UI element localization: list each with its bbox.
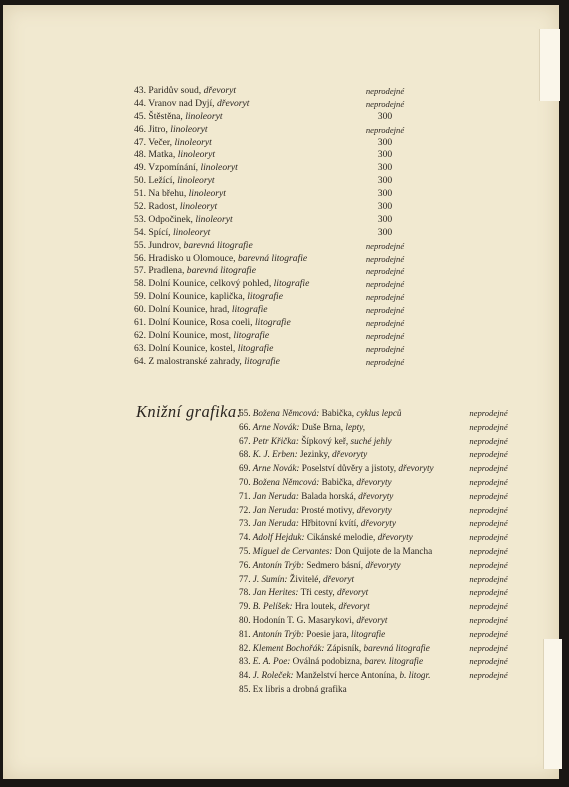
list-item [134,291,424,304]
item-number: 75. [239,545,251,556]
item-author: E. A. Poe: [252,656,291,667]
item-text [134,356,280,369]
item-text [239,504,392,518]
item-title: Štěstěna, [148,110,183,122]
item-technique: barevná litografie [363,642,430,653]
list-item [239,504,539,518]
item-price: neprodejné [365,124,405,135]
item-technique: dřevoryt [322,573,355,584]
item-title: Poesie jara, [306,628,349,639]
item-price: neprodejné [469,587,508,598]
item-price: 300 [377,175,393,187]
item-text [134,330,269,343]
item-text [239,435,392,449]
list-item [134,111,424,124]
item-technique: litografie [351,628,386,639]
item-text [134,149,215,162]
item-author: B. Pelíšek: [252,601,293,612]
item-technique: dřevoryt [337,587,369,598]
item-technique: b. litogr. [399,670,431,681]
item-title: Tři cesty, [300,587,335,598]
item-technique: dřevoryty [360,518,396,529]
item-price: neprodejné [469,463,508,474]
item-number: 51. [134,188,146,200]
item-text [134,162,238,175]
item-author: Petr Křička: [252,435,299,446]
item-number: 83. [239,656,251,667]
item-text [239,586,368,600]
item-price: neprodejné [469,476,508,487]
item-price: 300 [377,226,393,238]
item-technique: dřevoryt [216,97,250,109]
item-number: 60. [134,304,146,316]
item-author: Jan Neruda: [252,518,299,529]
item-author: Božena Němcová: [252,408,320,418]
item-technique: linoleoryt [188,188,226,200]
item-number: 49. [134,162,146,174]
list-item [239,683,539,697]
item-author: Jan Neruda: [252,490,299,501]
item-text [134,253,307,266]
item-technique: litografie [233,329,270,341]
item-author: Arne Novák: [252,463,300,474]
item-technique: linoleoryt [177,149,216,161]
item-title: Ex libris a drobná grafika [252,683,347,694]
list-item [134,227,424,240]
item-number: 85. [239,683,251,694]
item-number: 80. [239,614,251,625]
item-price: 300 [377,188,393,200]
list-item [239,531,539,545]
item-title: Sedmero básní, [306,559,364,570]
paper-tab-top [539,29,560,101]
item-number: 67. [239,435,251,446]
list-item [134,162,424,175]
item-author: J. Sumín: [252,573,288,584]
list-item [239,669,539,683]
list-item [134,214,424,227]
item-number: 72. [239,504,251,515]
item-price: neprodejné [469,628,508,639]
artwork-list [134,85,424,369]
item-text [239,476,392,490]
item-price: neprodejné [469,642,508,653]
list-item [239,655,539,669]
item-number: 68. [239,449,251,460]
item-price: neprodejné [469,408,508,418]
list-item [239,573,539,587]
list-item [239,559,539,573]
item-price: 300 [377,213,393,225]
item-title: Večer, [148,136,173,148]
item-price: neprodejné [365,98,405,109]
list-item [239,614,539,628]
book-graphics-list [239,407,539,697]
item-price: neprodejné [469,614,508,625]
item-technique: dřevoryt [338,601,370,612]
item-price: neprodejné [365,318,405,329]
paper-tab-bottom [543,639,562,769]
item-price: neprodejné [365,330,405,341]
catalog-page [3,5,559,779]
item-number: 79. [239,601,251,612]
item-title: Hra loutek, [294,601,337,612]
item-price: neprodejné [365,266,405,277]
item-number: 77. [239,573,251,584]
item-price: 300 [377,201,393,213]
item-number: 81. [239,628,251,639]
list-item [134,265,424,278]
item-text [134,227,210,240]
item-text [239,531,413,545]
list-item [239,476,539,490]
item-technique: linoleoryt [185,110,223,122]
list-item [134,85,424,98]
list-item [239,448,539,462]
list-item [134,343,424,356]
item-text [134,278,309,291]
item-title: Paridův soud, [148,85,202,96]
item-number: 84. [239,670,251,681]
item-text [239,642,430,656]
item-technique: linoleoryt [174,136,212,148]
item-price: 300 [377,110,393,122]
item-text [134,137,212,150]
item-price: 300 [377,136,393,148]
item-title: Balada horská, [301,490,356,501]
list-item [239,407,539,421]
item-text [239,421,365,435]
item-technique: cyklus lepců [356,408,402,418]
item-text [239,669,430,683]
list-item [134,188,424,201]
item-technique: dřevoryty [356,476,392,487]
item-price: neprodejné [469,545,508,556]
item-text [134,265,256,278]
item-title: Dolní Kounice, most, [148,329,232,341]
item-text [134,188,226,201]
item-title: Odpočinek, [148,213,193,225]
item-number: 45. [134,110,146,122]
item-text [134,98,249,111]
item-text [134,201,217,214]
item-technique: linoleoryt [172,226,211,238]
item-price: neprodejné [469,656,508,667]
item-text [239,573,354,587]
item-number: 82. [239,642,251,653]
item-author: Miguel de Cervantes: [252,545,333,556]
item-number: 62. [134,329,146,341]
item-title: Prosté motivy, [301,504,355,515]
list-item [134,201,424,214]
item-title: Matka, [148,149,176,161]
item-number: 71. [239,490,251,501]
item-technique: dřevoryty [398,463,434,474]
item-technique: dřevoryty [356,504,392,515]
item-technique: litografie [247,291,283,303]
item-number: 48. [134,149,146,161]
item-technique: litografie [255,317,291,329]
item-technique: litografie [231,304,268,316]
list-item [134,304,424,317]
item-title: Šípkový keř, [301,435,349,446]
item-number: 44. [134,97,146,109]
item-technique: linoleoryt [170,123,208,135]
item-number: 69. [239,463,251,474]
item-title: Ležící, [148,175,175,187]
list-item [239,490,539,504]
item-price: neprodejné [365,292,405,303]
list-item [134,149,424,162]
item-title: Zápisník, [326,642,362,653]
item-title: Jitro, [148,123,168,135]
item-number: 55. [134,239,146,251]
item-title: Vranov nad Dyjí, [148,97,215,109]
item-price: neprodejné [469,573,508,584]
item-text [134,175,215,188]
item-title: Dolní Kounice, kostel, [148,342,236,354]
item-title: Don Quijote de la Mancha [334,545,433,556]
item-title: Poselství důvěry a jistoty, [301,463,397,474]
list-item [134,330,424,343]
list-item [134,124,424,137]
item-price: neprodejné [469,601,508,612]
item-title: Dolní Kounice, Rosa coeli, [148,317,253,329]
item-technique: litografie [237,342,274,354]
item-price: neprodejné [469,504,508,515]
item-technique: litografie [273,278,310,290]
item-author: K. J. Erben: [252,449,298,460]
item-price: neprodejné [365,356,405,367]
item-title: Vzpomínání, [148,162,199,174]
item-technique: barevná litografie [183,239,253,251]
item-title: Oválná podobizna, [292,656,363,667]
item-number: 59. [134,291,146,303]
item-price: neprodejné [365,240,405,251]
item-technique: barev. litografie [364,656,424,667]
item-title: Manželství herce Antonína, [295,670,398,681]
item-title: Dolní Kounice, celkový pohled, [148,278,272,290]
item-technique: litografie [244,355,280,367]
item-technique: linoleoryt [177,175,215,187]
item-number: 50. [134,175,146,187]
item-number: 74. [239,532,251,543]
item-number: 70. [239,476,251,487]
list-item [134,240,424,253]
item-technique: dřevoryt [203,85,237,96]
item-text [239,628,385,642]
item-technique: dřevoryty [365,559,401,570]
item-title: Radost, [148,201,178,213]
item-number: 65. [239,408,251,418]
item-number: 73. [239,518,251,529]
item-technique: dřevoryt [356,614,388,625]
item-text [134,124,208,137]
item-text [134,291,283,304]
item-title: Cikánské melodie, [306,532,376,543]
item-technique: linoleoryt [200,162,238,174]
item-price: neprodejné [469,670,508,681]
item-title: Dolní Kounice, kaplička, [148,291,245,303]
item-text [134,240,253,253]
item-text [239,448,367,462]
item-number: 56. [134,252,146,264]
item-price: neprodejné [469,449,508,460]
item-title: Pradlena, [148,265,185,277]
item-price: neprodejné [469,518,508,529]
list-item [239,586,539,600]
item-text [134,304,268,317]
list-item [239,517,539,531]
item-price: 300 [377,149,393,161]
item-number: 63. [134,342,146,354]
list-item [134,175,424,188]
item-number: 53. [134,213,146,225]
item-author: Antonín Trýb: [252,559,305,570]
item-text [134,111,223,124]
item-price: neprodejné [469,532,508,543]
item-number: 46. [134,123,146,135]
item-number: 52. [134,201,146,213]
item-text [239,407,402,421]
list-item [134,253,424,266]
item-title: Jezinky, [299,449,330,460]
item-price: neprodejné [469,435,508,446]
item-author: J. Roleček: [252,670,294,681]
item-title: Duše Brna, [301,421,344,432]
item-author: Klement Bochořák: [252,642,325,653]
list-item [134,137,424,150]
item-number: 78. [239,587,251,598]
item-technique: barevná litografie [237,252,308,264]
item-number: 76. [239,559,251,570]
item-technique: suché jehly [350,435,392,446]
item-title: Hodonín T. G. Masarykovi, [252,614,355,625]
item-author: Jan Neruda: [252,504,299,515]
item-title: Živitelé, [289,573,321,584]
item-number: 61. [134,317,146,329]
item-text [134,343,273,356]
item-title: Hřbitovní kvítí, [301,518,359,529]
list-item [239,545,539,559]
item-number: 64. [134,355,146,367]
item-number: 57. [134,265,146,277]
item-technique: dřevoryty [377,532,413,543]
item-title: Jundrov, [148,239,182,251]
item-technique: linoleoryt [195,213,233,225]
item-title: Babička, [321,476,355,487]
item-text [239,545,432,559]
item-technique: barevná litografie [186,265,256,277]
item-text [239,559,401,573]
item-author: Božena Němcová: [252,476,320,487]
list-item [239,462,539,476]
list-item [134,317,424,330]
item-text [134,214,233,227]
item-price: neprodejné [365,343,405,354]
item-author: Arne Novák: [252,421,300,432]
item-price: neprodejné [469,490,508,501]
item-text [134,85,236,98]
item-price: neprodejné [365,253,405,264]
list-item [134,98,424,111]
item-title: Na břehu, [148,188,187,200]
item-text [239,517,396,531]
item-price: neprodejné [365,305,405,316]
item-title: Z malostranské zahrady, [148,355,242,367]
item-price: neprodejné [469,559,508,570]
item-technique: lepty, [345,421,366,432]
list-item [134,278,424,291]
item-title: Dolní Kounice, hrad, [148,304,230,316]
list-item [239,435,539,449]
item-title: Hradisko u Olomouce, [148,252,236,264]
item-technique: dřevoryty [358,490,394,501]
list-item [239,600,539,614]
list-item [239,421,539,435]
item-text [134,317,291,330]
item-text [239,600,370,614]
item-title: Spící, [148,226,171,238]
item-technique: dřevoryty [332,449,368,460]
item-text [239,614,387,628]
item-number: 66. [239,421,251,432]
item-title: Babička, [321,408,355,418]
item-text [239,655,423,669]
list-item [239,642,539,656]
item-number: 43. [134,85,146,96]
item-text [239,462,434,476]
item-author: Jan Herites: [252,587,299,598]
item-number: 47. [134,136,146,148]
list-item [134,356,424,369]
item-number: 58. [134,278,146,290]
item-technique: linoleoryt [179,201,218,213]
item-price: 300 [377,162,393,174]
item-number: 54. [134,226,146,238]
item-text [239,683,347,697]
item-author: Antonín Trýb: [252,628,305,639]
list-item [239,628,539,642]
section-heading: Knižní grafika: [136,402,243,421]
item-price: neprodejné [365,279,405,290]
item-price: neprodejné [365,86,405,96]
item-author: Adolf Hejduk: [252,532,305,543]
item-price: neprodejné [469,421,508,432]
item-text [239,490,393,504]
